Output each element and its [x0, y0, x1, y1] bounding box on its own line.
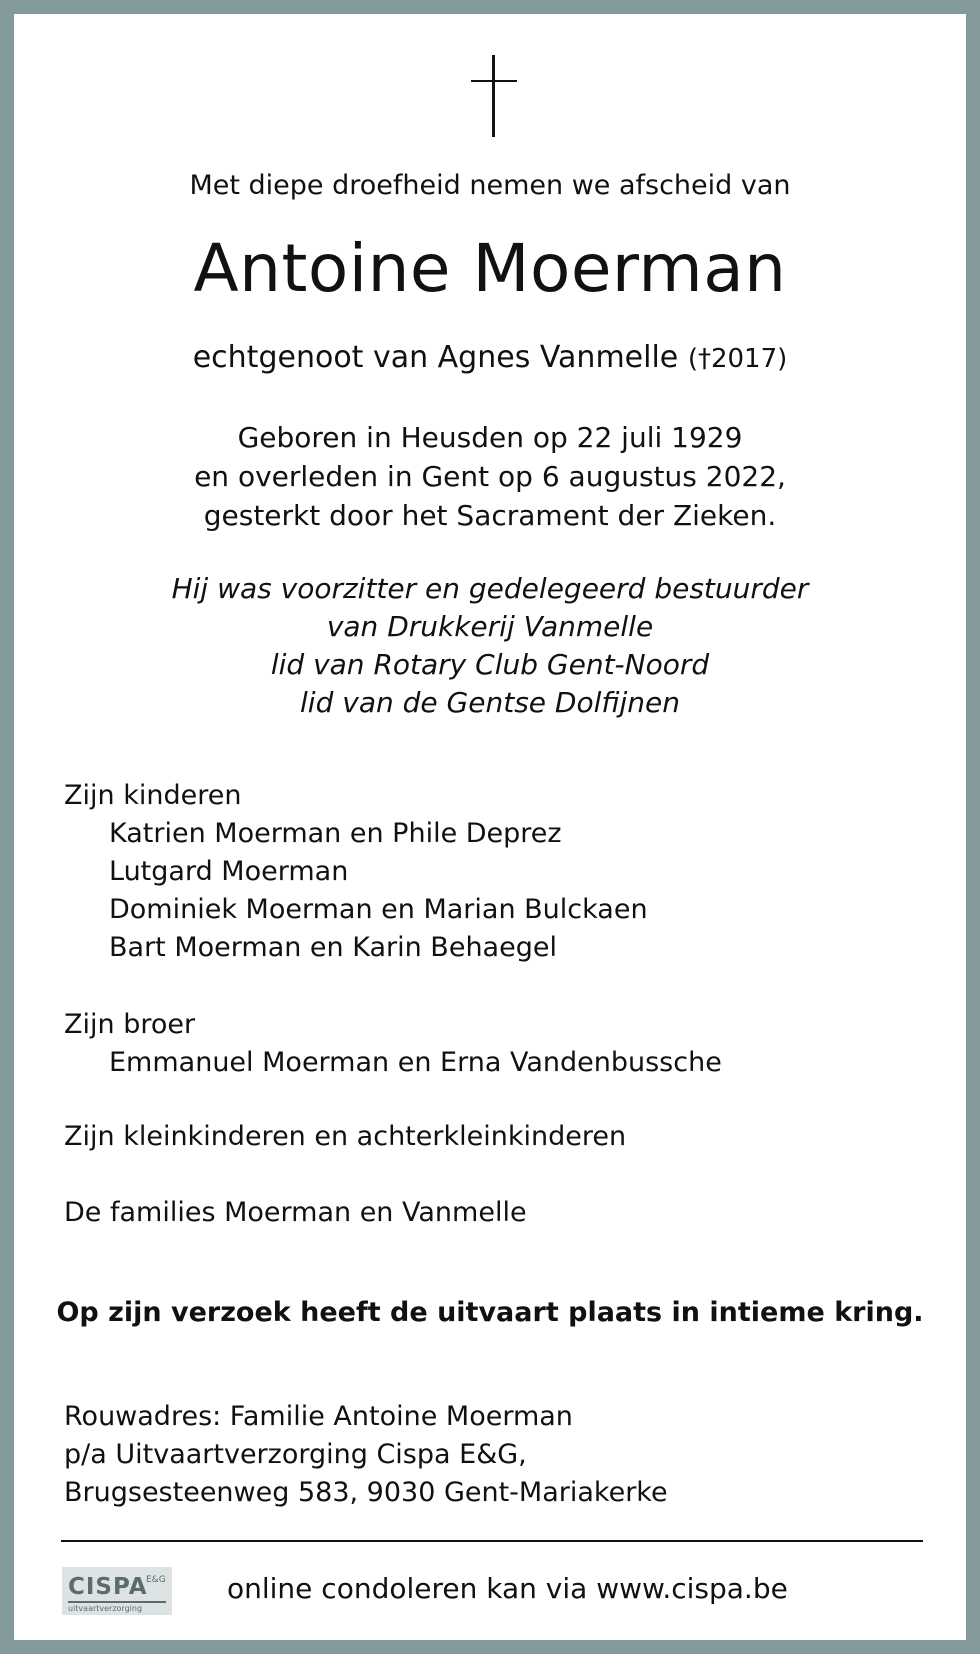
online-condolence-link[interactable]: online condoleren kan via www.cispa.be	[227, 1572, 788, 1605]
brother-entry: Emmanuel Moerman en Erna Vandenbussche	[109, 1047, 722, 1078]
logo-word: CISPA	[68, 1574, 148, 1600]
address-line: Rouwadres: Familie Antoine Moerman	[64, 1401, 573, 1432]
logo-tagline: uitvaartverzorging	[68, 1604, 143, 1613]
address-line: p/a Uitvaartverzorging Cispa E&G,	[64, 1439, 527, 1470]
children-heading: Zijn kinderen	[64, 780, 242, 811]
role-line: van Drukkerij Vanmelle	[326, 610, 654, 643]
mourning-address	[64, 1398, 668, 1512]
families-line: De families Moerman en Vanmelle	[64, 1197, 527, 1228]
born-line: gesterkt door het Sacrament der Zieken.	[203, 499, 777, 532]
role-line: Hij was voorzitter en gedelegeerd bestuurder	[171, 572, 809, 605]
divider	[61, 1540, 923, 1542]
roles-block	[0, 570, 980, 722]
spouse-death: (†2017)	[687, 344, 788, 374]
birth-death-block	[0, 418, 980, 535]
cross-icon	[471, 55, 517, 137]
spouse-line	[0, 340, 980, 375]
role-line: lid van de Gentse Dolfijnen	[300, 686, 680, 719]
born-line: Geboren in Heusden op 22 juli 1929	[237, 421, 743, 454]
grandchildren-line: Zijn kleinkinderen en achterkleinkinderen	[64, 1121, 627, 1152]
child-entry: Lutgard Moerman	[109, 856, 349, 887]
cispa-logo	[62, 1567, 172, 1615]
address-line: Brugsesteenweg 583, 9030 Gent-Mariakerke	[64, 1477, 668, 1508]
brother-heading: Zijn broer	[64, 1009, 196, 1040]
funeral-notice: Op zijn verzoek heeft de uitvaart plaats in intieme kring.	[56, 1297, 924, 1328]
children-group	[64, 777, 648, 967]
logo-sup: E&G	[146, 1575, 166, 1585]
deceased-name: Antoine Moerman	[193, 230, 787, 307]
born-line: en overleden in Gent op 6 augustus 2022,	[194, 460, 786, 493]
intro-text: Met diepe droefheid nemen we afscheid van	[189, 170, 791, 201]
child-entry: Bart Moerman en Karin Behaegel	[109, 932, 557, 963]
role-line: lid van Rotary Club Gent-Noord	[270, 648, 710, 681]
child-entry: Dominiek Moerman en Marian Bulckaen	[109, 894, 648, 925]
brother-group	[64, 1006, 722, 1082]
spouse-text: echtgenoot van Agnes Vanmelle	[192, 340, 679, 375]
child-entry: Katrien Moerman en Phile Deprez	[109, 818, 562, 849]
